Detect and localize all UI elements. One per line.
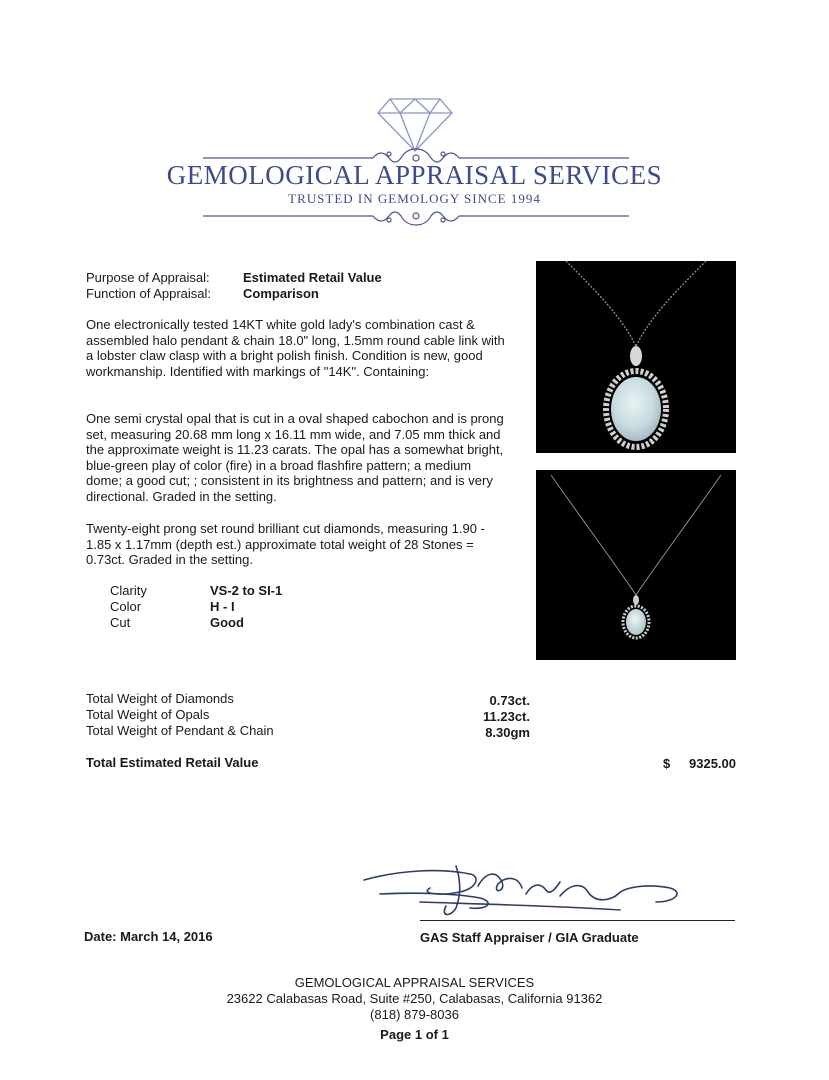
ornament-bottom	[203, 205, 629, 227]
cut-value: Good	[210, 615, 244, 630]
appraisal-date: Date: March 14, 2016	[84, 929, 213, 944]
function-label: Function of Appraisal:	[86, 286, 212, 301]
color-label: Color	[110, 599, 142, 614]
description-setting: One electronically tested 14KT white gold lady's combination cast & assembled halo pendant & chain 18.0" long, 1.5mm round cable link with a lobster claw clasp with a bright polish finish. Condition is new, good workmanship. Identified with markings of "14K". Containing:	[86, 317, 505, 379]
footer-phone: (818) 879-8036	[370, 1007, 459, 1022]
cut-label: Cut	[110, 615, 131, 630]
company-name: GEMOLOGICAL APPRAISAL SERVICES	[166, 160, 663, 190]
function-value: Comparison	[243, 286, 319, 301]
necklace-full-photo	[536, 470, 736, 660]
pendant-closeup-photo	[536, 261, 736, 453]
total-value-amount: 9325.00	[689, 756, 736, 771]
currency-symbol: $	[663, 756, 671, 771]
diamonds-weight-label: Total Weight of Diamonds	[86, 691, 234, 706]
total-value-label: Total Estimated Retail Value	[86, 755, 259, 770]
footer-address: 23622 Calabasas Road, Suite #250, Calabasas, California 91362	[226, 991, 603, 1006]
opals-weight-label: Total Weight of Opals	[86, 707, 210, 722]
clarity-value: VS-2 to SI-1	[210, 583, 283, 598]
page-number: Page 1 of 1	[380, 1027, 449, 1042]
diamonds-weight-value: 0.73ct.	[489, 693, 530, 708]
purpose-label: Purpose of Appraisal:	[86, 270, 210, 285]
company-tagline: TRUSTED IN GEMOLOGY SINCE 1994	[288, 191, 541, 206]
opals-weight-value: 11.23ct.	[483, 709, 530, 724]
pendant-weight-label: Total Weight of Pendant & Chain	[86, 723, 274, 738]
footer-company: GEMOLOGICAL APPRAISAL SERVICES	[294, 975, 535, 990]
clarity-label: Clarity	[110, 583, 147, 598]
description-diamonds: Twenty-eight prong set round brilliant cut diamonds, measuring 1.90 - 1.85 x 1.17mm (depth est.) approximate total weight of 28 Stones = 0.73ct. Graded in the setting.	[86, 521, 485, 567]
description-opal: One semi crystal opal that is cut in a oval shaped cabochon and is prong set, measuring 20.68 mm long x 16.11 mm wide, and 7.05 mm thick and the approximate weight is 11.23 carats. The opal has a somewhat bright, blue-green play of color (fire) in a broad flashfire pattern; a medium dome; a good cut; ; consistent in its brightness and pattern; and is very directional. Graded in the setting.	[86, 411, 504, 504]
appraiser-title: GAS Staff Appraiser / GIA Graduate	[420, 930, 639, 945]
signature-line	[420, 920, 735, 921]
appraiser-signature	[360, 858, 690, 924]
color-value: H - I	[210, 599, 235, 614]
purpose-value: Estimated Retail Value	[243, 270, 382, 285]
pendant-weight-value: 8.30gm	[485, 725, 530, 740]
